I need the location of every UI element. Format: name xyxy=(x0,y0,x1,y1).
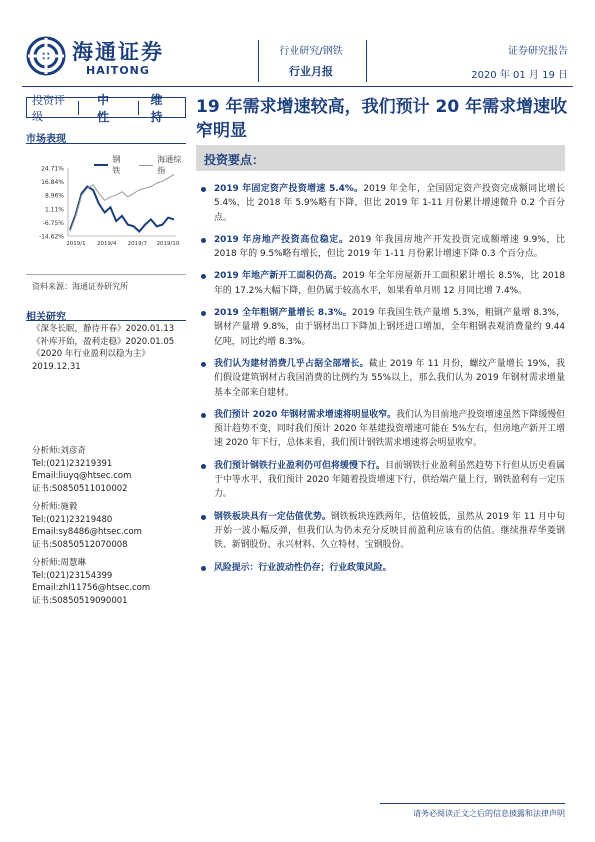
key-point-body: 2019 年全年房屋新开工面积累计增长 8.5%，比 2018 年的 17.2%大幅下降，但仍属于较高水平，如果看单月则 12 月同比增 7.4%。 xyxy=(214,271,565,296)
market-performance-heading: 市场表现 xyxy=(26,134,66,145)
key-point-body: 目前钢铁行业盈利虽然趋势下行但从历史看属于中等水平，我们预计 2020 年随着投资增速下行，供给端产量上行，钢铁盈利有一定压力。 xyxy=(214,460,565,500)
section-rule xyxy=(26,143,186,144)
related-item[interactable]: 《2020 年行业盈利以稳为主》 xyxy=(32,349,150,359)
key-point-lead: 2019 年固定资产投资增速 5.4%。 xyxy=(214,184,364,194)
legend-swatch-steel xyxy=(94,164,108,166)
analyst-cert: 证书:S0850511010002 xyxy=(32,483,128,494)
haitong-logo xyxy=(26,34,196,80)
legend-label-steel: 钢铁 xyxy=(112,155,121,175)
analyst-cert: 证书:S0850512070008 xyxy=(32,539,128,550)
report-title: 19 年需求增速较高，我们预计 20 年需求增速收窄明显 xyxy=(196,97,568,141)
y-tick-label: -14.62% xyxy=(38,233,64,241)
legend-swatch-index xyxy=(139,165,153,166)
document-type-label: 证券研究报告 xyxy=(508,46,568,57)
analyst-name: 分析师:周慧琳 xyxy=(32,558,86,568)
analyst-block xyxy=(32,501,186,551)
key-point-body: 2019 年我国生铁产量增 5.3%，粗钢产量增 8.3%，钢材产量增 9.8%，由于钢材出口下降加上钢坯进口增加，全年粗钢表观消费量约 9.44 亿吨，同比约增 8.3%。 xyxy=(214,308,565,347)
key-point-body: 钢铁板块连跌两年，估值较低，虽然从 2019 年 11 月中旬开始一波小幅反弹，但我们认为仍未充分反映目前盈利应该有的估值。继续推荐华菱钢铁、新钢股份、永兴材料、久立特材、宝钢股份。 xyxy=(214,511,565,551)
y-tick-label: 8.96% xyxy=(44,192,64,200)
key-point-body: 我们认为目前地产投资增速虽然下降缓慢但预计趋势不变，同时我们预计 2020 年基建投资增速可能在 5%左右，但房地产新开工增速 2020 年下行，总体来看，我们预计钢铁需求增速将会明显收窄。 xyxy=(214,409,565,449)
analyst-email[interactable]: Email:zhl11756@htsec.com xyxy=(32,583,151,593)
y-tick-label: 24.71% xyxy=(41,165,64,173)
key-points-header xyxy=(196,145,565,171)
report-date: 2020 年 01 月 19 日 xyxy=(471,70,568,81)
key-point-lead: 2019 全年粗钢产量增长 8.3%。 xyxy=(214,308,352,319)
footer-rule xyxy=(380,803,565,804)
key-point-lead: 我们预计钢铁行业盈利仍可但将缓慢下行。 xyxy=(214,460,386,471)
x-tick-label: 2019/1 xyxy=(66,241,86,247)
analyst-name: 分析师:刘彦奇 xyxy=(32,446,86,456)
analyst-tel: Tel:(021)23219480 xyxy=(32,514,113,525)
risk-warning xyxy=(200,561,565,575)
logo-english-name: HAITONG xyxy=(86,64,150,77)
chart-source: 资料来源：海通证券研究所 xyxy=(32,282,128,291)
legend-label-index: 海通综指 xyxy=(157,155,182,175)
key-point xyxy=(200,510,565,553)
report-type-label: 行业月报 xyxy=(289,65,333,78)
rating-value: 中性 xyxy=(97,92,110,124)
x-tick-label: 2019/10 xyxy=(156,241,180,247)
analyst-email[interactable]: Email:liuyq@htsec.com xyxy=(32,471,132,481)
section-rule xyxy=(26,320,186,321)
related-research-heading: 相关研究 xyxy=(26,312,66,323)
investment-rating-box xyxy=(26,92,186,124)
header-rule xyxy=(22,86,573,87)
analyst-tel: Tel:(021)23154399 xyxy=(32,570,113,581)
key-point-lead: 我们认为建材消费几乎占据全部增长。 xyxy=(214,358,369,369)
key-points-heading: 投资要点： xyxy=(204,153,265,167)
key-point xyxy=(200,182,565,225)
key-point xyxy=(200,408,565,451)
analyst-email[interactable]: Email:sy8486@htsec.com xyxy=(32,527,142,537)
analyst-block xyxy=(32,445,186,495)
section-rule xyxy=(26,274,186,275)
key-point xyxy=(200,306,565,349)
x-tick-label: 2019/7 xyxy=(127,241,148,247)
related-item[interactable]: 《补库开始，盈利走稳》2020.01.05 xyxy=(32,336,175,347)
y-tick-label: 16.84% xyxy=(41,179,64,187)
header-divider xyxy=(366,40,367,82)
related-item[interactable]: 2019.12.31 xyxy=(32,361,81,372)
key-point-body: 2019 年我国房地产开发投资完成额增速 9.9%，比 2018 年的 9.5%略有增长，但比 2019 年 1-11 月份累计增速下降 0.3 个百分点。 xyxy=(214,234,565,260)
key-points-list xyxy=(200,182,565,583)
related-research-list xyxy=(32,323,188,373)
key-point-body: 截止 2019 年 11 月份，螺纹产量增长 19%，我们假设建筑钢材占我国消费的比例约为 55%以上，那么我们认为 2019 年钢材需求增量基本全部来自建材。 xyxy=(214,358,565,398)
key-point-lead: 钢铁板块具有一定估值优势。 xyxy=(214,511,331,522)
analyst-cert: 证书:S0850519090001 xyxy=(32,595,128,606)
key-point-lead: 风险提示：行业波动性仍存；行业政策风险。 xyxy=(214,562,392,573)
analyst-block xyxy=(32,557,186,607)
key-point-lead: 2019 年地产新开工面积仍高。 xyxy=(214,271,343,282)
analyst-tel: Tel:(021)23219391 xyxy=(32,458,113,469)
chart-legend xyxy=(94,154,186,176)
related-item[interactable]: 《深冬长眠，静待开春》2020.01.13 xyxy=(32,324,175,334)
analyst-name: 分析师:施毅 xyxy=(32,502,78,512)
disclaimer-footer: 请务必阅读正文之后的信息披露和法律声明 xyxy=(413,809,565,818)
key-point xyxy=(200,357,565,400)
logo-chinese-name: 海通证券 xyxy=(72,39,164,64)
key-point xyxy=(200,269,565,298)
series-line-index xyxy=(70,174,174,231)
key-point-lead: 我们预计 2020 年钢材需求增速将明显收窄。 xyxy=(214,409,397,420)
key-point-lead: 2019 年房地产投资高位稳定。 xyxy=(214,234,349,245)
key-point xyxy=(200,459,565,502)
key-point-body: 2019 年全年，全国固定资产投资完成额同比增长 5.4%，比 2018 年 5.9%略有下降，但比 2019 年 1-11 月份累计增速微升 0.2 个百分点。 xyxy=(214,184,566,223)
x-tick-label: 2019/4 xyxy=(96,241,117,247)
market-chart xyxy=(26,148,186,270)
industry-label: 行业研究/钢铁 xyxy=(279,46,343,57)
y-tick-label: 1.11% xyxy=(44,206,64,214)
key-point xyxy=(200,233,565,262)
haitong-logo-mark-icon xyxy=(26,36,66,76)
y-tick-label: -6.75% xyxy=(42,219,64,227)
rating-change: 维持 xyxy=(150,92,163,124)
rating-label: 投资评级 xyxy=(32,93,65,123)
series-line-steel xyxy=(70,187,174,232)
